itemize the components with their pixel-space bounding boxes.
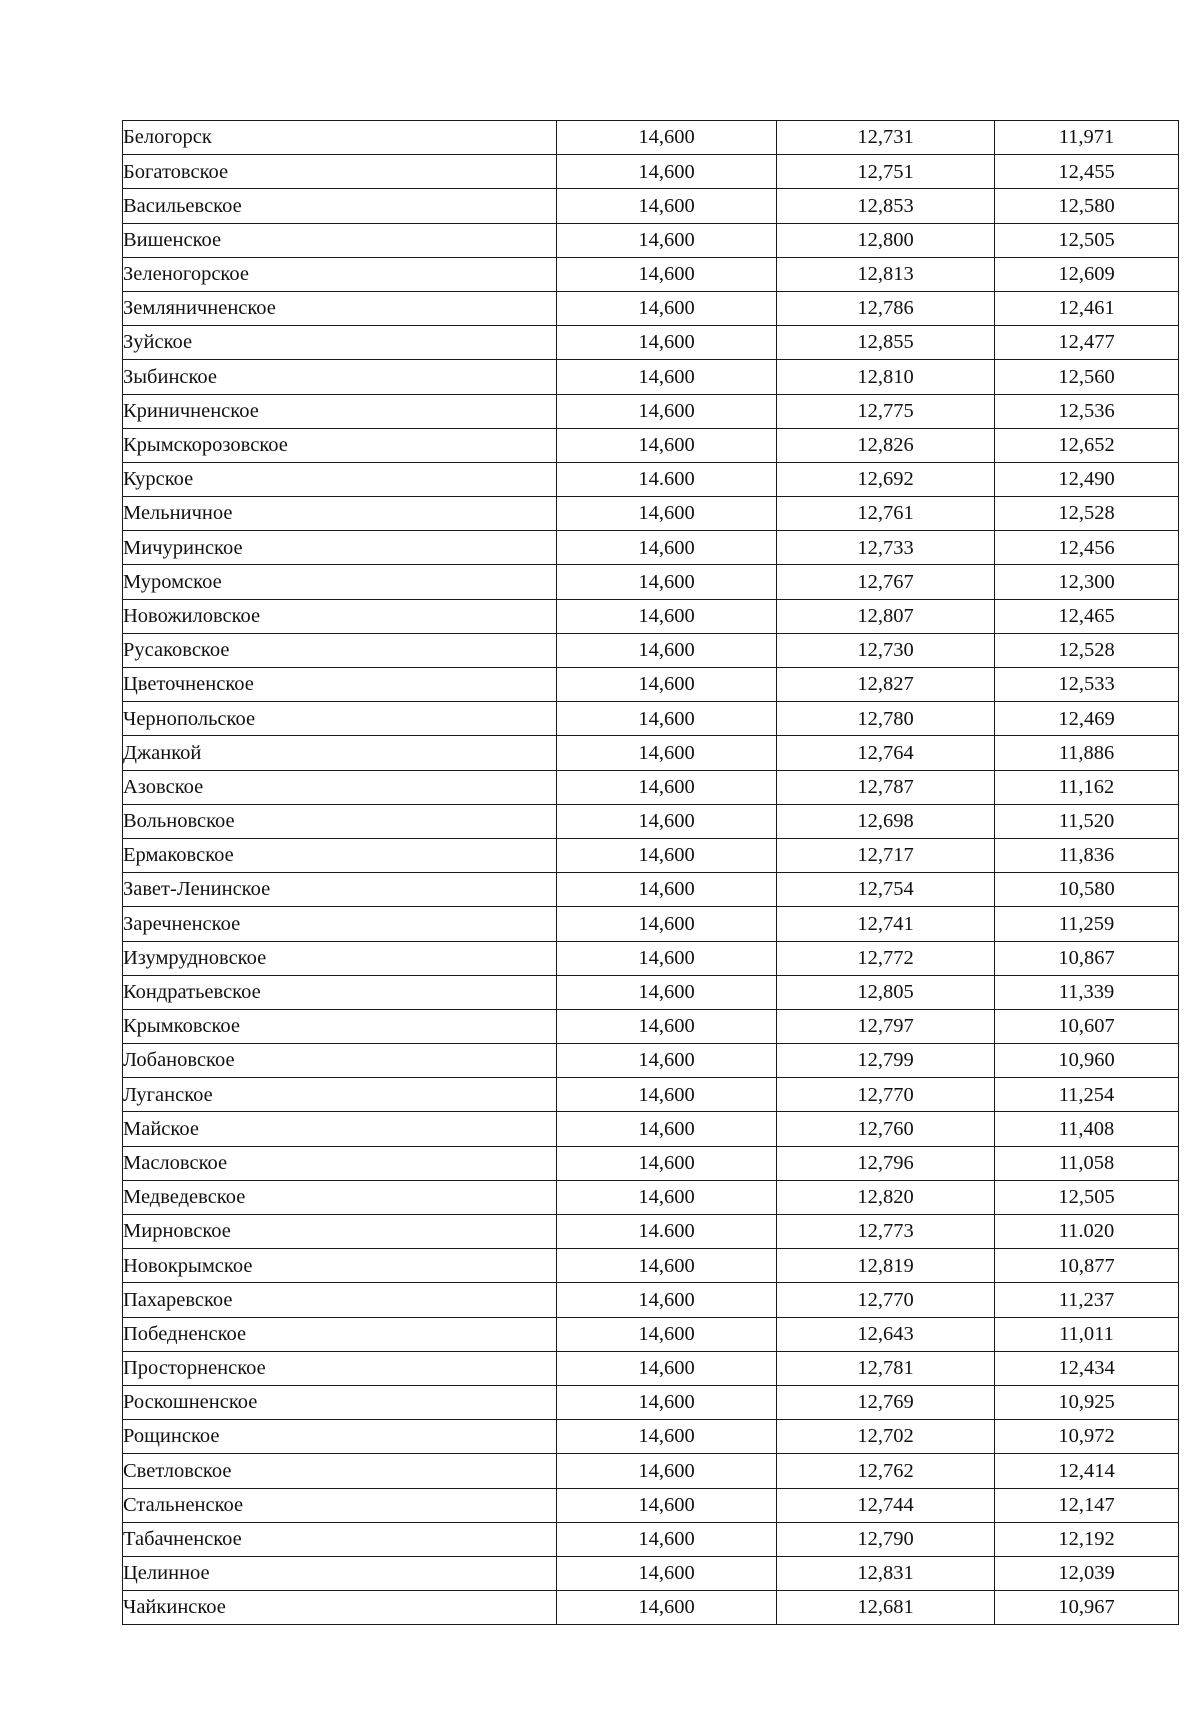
value-cell-3: 11,058 [995, 1146, 1179, 1180]
settlement-name-cell: Мичуринское [123, 531, 557, 565]
table-row [123, 360, 1179, 394]
table-row [123, 975, 1179, 1009]
table-row [123, 1385, 1179, 1419]
table-row [123, 941, 1179, 975]
value-cell-2: 12,827 [777, 668, 995, 702]
settlement-name-cell: Новожиловское [123, 599, 557, 633]
value-cell-1: 14,600 [557, 702, 777, 736]
table-row [123, 565, 1179, 599]
value-cell-3: 12,465 [995, 599, 1179, 633]
value-cell-1: 14,600 [557, 531, 777, 565]
value-cell-2: 12,731 [777, 121, 995, 155]
value-cell-2: 12,698 [777, 804, 995, 838]
value-cell-3: 11,408 [995, 1112, 1179, 1146]
value-cell-1: 14,600 [557, 1420, 777, 1454]
value-cell-1: 14,600 [557, 633, 777, 667]
value-cell-2: 12,810 [777, 360, 995, 394]
settlement-name-cell: Стальненское [123, 1488, 557, 1522]
value-cell-1: 14,600 [557, 1180, 777, 1214]
table-row [123, 1044, 1179, 1078]
settlement-name-cell: Цветочненское [123, 668, 557, 702]
settlement-name-cell: Рощинское [123, 1420, 557, 1454]
value-cell-1: 14,600 [557, 1591, 777, 1625]
table-row [123, 838, 1179, 872]
settlement-name-cell: Вишенское [123, 223, 557, 257]
value-cell-2: 12,764 [777, 736, 995, 770]
value-cell-3: 11,971 [995, 121, 1179, 155]
value-cell-3: 11,254 [995, 1078, 1179, 1112]
value-cell-2: 12,773 [777, 1215, 995, 1249]
settlement-name-cell: Муромское [123, 565, 557, 599]
value-cell-2: 12,730 [777, 633, 995, 667]
settlement-name-cell: Пахаревское [123, 1283, 557, 1317]
value-cell-1: 14,600 [557, 770, 777, 804]
value-cell-1: 14,600 [557, 291, 777, 325]
value-cell-2: 12,819 [777, 1249, 995, 1283]
settlement-name-cell: Крымскорозовское [123, 428, 557, 462]
value-cell-2: 12,692 [777, 462, 995, 496]
value-cell-1: 14,600 [557, 1385, 777, 1419]
value-cell-1: 14,600 [557, 155, 777, 189]
table-row [123, 599, 1179, 633]
settlement-name-cell: Зеленогорское [123, 257, 557, 291]
value-cell-2: 12,744 [777, 1488, 995, 1522]
table-row [123, 804, 1179, 838]
settlement-name-cell: Чернопольское [123, 702, 557, 736]
value-cell-3: 12,505 [995, 223, 1179, 257]
value-cell-1: 14,600 [557, 804, 777, 838]
value-cell-1: 14,600 [557, 668, 777, 702]
value-cell-3: 12,039 [995, 1556, 1179, 1590]
value-cell-3: 11,520 [995, 804, 1179, 838]
table-row [123, 1283, 1179, 1317]
value-cell-3: 12,490 [995, 462, 1179, 496]
settlement-name-cell: Луганское [123, 1078, 557, 1112]
value-cell-2: 12,781 [777, 1351, 995, 1385]
value-cell-1: 14,600 [557, 838, 777, 872]
value-cell-1: 14,600 [557, 223, 777, 257]
value-cell-3: 10,867 [995, 941, 1179, 975]
settlement-name-cell: Чайкинское [123, 1591, 557, 1625]
value-cell-3: 11,162 [995, 770, 1179, 804]
value-cell-2: 12,643 [777, 1317, 995, 1351]
table-row [123, 907, 1179, 941]
table-row [123, 155, 1179, 189]
table-row [123, 257, 1179, 291]
value-cell-1: 14,600 [557, 497, 777, 531]
value-cell-3: 12,477 [995, 326, 1179, 360]
table-row [123, 1591, 1179, 1625]
value-cell-2: 12,770 [777, 1283, 995, 1317]
value-cell-1: 14,600 [557, 565, 777, 599]
value-cell-3: 12,560 [995, 360, 1179, 394]
table-row [123, 121, 1179, 155]
value-cell-3: 10,607 [995, 1009, 1179, 1043]
value-cell-3: 10,925 [995, 1385, 1179, 1419]
value-cell-3: 11,011 [995, 1317, 1179, 1351]
table-row [123, 291, 1179, 325]
value-cell-3: 12,580 [995, 189, 1179, 223]
settlement-name-cell: Победненское [123, 1317, 557, 1351]
value-cell-1: 14,600 [557, 1009, 777, 1043]
value-cell-2: 12,787 [777, 770, 995, 804]
value-cell-3: 12,652 [995, 428, 1179, 462]
tariff-table [122, 120, 1179, 1625]
table-row [123, 1351, 1179, 1385]
value-cell-3: 12,414 [995, 1454, 1179, 1488]
value-cell-1: 14,600 [557, 873, 777, 907]
settlement-name-cell: Вольновское [123, 804, 557, 838]
value-cell-3: 12,536 [995, 394, 1179, 428]
table-row [123, 1522, 1179, 1556]
value-cell-2: 12,681 [777, 1591, 995, 1625]
settlement-name-cell: Светловское [123, 1454, 557, 1488]
value-cell-1: 14,600 [557, 1351, 777, 1385]
value-cell-1: 14,600 [557, 1044, 777, 1078]
value-cell-3: 12,528 [995, 633, 1179, 667]
value-cell-2: 12,751 [777, 155, 995, 189]
value-cell-3: 11.020 [995, 1215, 1179, 1249]
table-row [123, 531, 1179, 565]
value-cell-3: 11,886 [995, 736, 1179, 770]
settlement-name-cell: Завет-Ленинское [123, 873, 557, 907]
value-cell-3: 12,609 [995, 257, 1179, 291]
value-cell-2: 12,733 [777, 531, 995, 565]
value-cell-1: 14,600 [557, 1488, 777, 1522]
settlement-name-cell: Целинное [123, 1556, 557, 1590]
value-cell-2: 12,717 [777, 838, 995, 872]
settlement-name-cell: Васильевское [123, 189, 557, 223]
value-cell-1: 14,600 [557, 907, 777, 941]
value-cell-1: 14,600 [557, 1283, 777, 1317]
table-body [123, 121, 1179, 1625]
value-cell-1: 14,600 [557, 736, 777, 770]
value-cell-1: 14,600 [557, 428, 777, 462]
value-cell-1: 14,600 [557, 1454, 777, 1488]
value-cell-2: 12,797 [777, 1009, 995, 1043]
table-row [123, 1180, 1179, 1214]
settlement-name-cell: Новокрымское [123, 1249, 557, 1283]
value-cell-1: 14,600 [557, 975, 777, 1009]
value-cell-2: 12,853 [777, 189, 995, 223]
value-cell-2: 12,820 [777, 1180, 995, 1214]
table-row [123, 1078, 1179, 1112]
value-cell-2: 12,790 [777, 1522, 995, 1556]
table-row [123, 223, 1179, 257]
value-cell-3: 12,455 [995, 155, 1179, 189]
value-cell-3: 12,300 [995, 565, 1179, 599]
settlement-name-cell: Кондратьевское [123, 975, 557, 1009]
value-cell-2: 12,805 [777, 975, 995, 1009]
value-cell-2: 12,807 [777, 599, 995, 633]
value-cell-3: 12,192 [995, 1522, 1179, 1556]
value-cell-1: 14,600 [557, 121, 777, 155]
value-cell-3: 12,505 [995, 1180, 1179, 1214]
value-cell-3: 10,967 [995, 1591, 1179, 1625]
value-cell-2: 12,741 [777, 907, 995, 941]
table-row [123, 1009, 1179, 1043]
settlement-name-cell: Мельничное [123, 497, 557, 531]
settlement-name-cell: Азовское [123, 770, 557, 804]
settlement-name-cell: Ермаковское [123, 838, 557, 872]
value-cell-3: 12,456 [995, 531, 1179, 565]
value-cell-3: 11,237 [995, 1283, 1179, 1317]
settlement-name-cell: Русаковское [123, 633, 557, 667]
value-cell-3: 10,972 [995, 1420, 1179, 1454]
table-row [123, 189, 1179, 223]
settlement-name-cell: Курское [123, 462, 557, 496]
value-cell-1: 14,600 [557, 599, 777, 633]
value-cell-3: 11,259 [995, 907, 1179, 941]
value-cell-1: 14,600 [557, 1078, 777, 1112]
value-cell-2: 12,813 [777, 257, 995, 291]
value-cell-1: 14,600 [557, 394, 777, 428]
table-row [123, 1420, 1179, 1454]
table-row [123, 1215, 1179, 1249]
settlement-name-cell: Майское [123, 1112, 557, 1146]
value-cell-2: 12,762 [777, 1454, 995, 1488]
settlement-name-cell: Роскошненское [123, 1385, 557, 1419]
value-cell-2: 12,826 [777, 428, 995, 462]
value-cell-2: 12,796 [777, 1146, 995, 1180]
value-cell-2: 12,754 [777, 873, 995, 907]
value-cell-2: 12,772 [777, 941, 995, 975]
value-cell-2: 12,780 [777, 702, 995, 736]
value-cell-1: 14,600 [557, 257, 777, 291]
table-row [123, 770, 1179, 804]
table-row [123, 668, 1179, 702]
value-cell-2: 12,767 [777, 565, 995, 599]
value-cell-3: 12,434 [995, 1351, 1179, 1385]
table-row [123, 873, 1179, 907]
table-row [123, 497, 1179, 531]
value-cell-1: 14,600 [557, 1249, 777, 1283]
value-cell-2: 12,800 [777, 223, 995, 257]
value-cell-1: 14,600 [557, 360, 777, 394]
settlement-name-cell: Зуйское [123, 326, 557, 360]
settlement-name-cell: Лобановское [123, 1044, 557, 1078]
settlement-name-cell: Зыбинское [123, 360, 557, 394]
value-cell-2: 12,770 [777, 1078, 995, 1112]
value-cell-2: 12,831 [777, 1556, 995, 1590]
value-cell-3: 11,339 [995, 975, 1179, 1009]
value-cell-2: 12,761 [777, 497, 995, 531]
value-cell-1: 14,600 [557, 189, 777, 223]
value-cell-1: 14,600 [557, 326, 777, 360]
settlement-name-cell: Заречненское [123, 907, 557, 941]
settlement-name-cell: Изумрудновское [123, 941, 557, 975]
table-row [123, 1146, 1179, 1180]
value-cell-1: 14,600 [557, 1556, 777, 1590]
table-row [123, 428, 1179, 462]
settlement-name-cell: Мирновское [123, 1215, 557, 1249]
value-cell-2: 12,855 [777, 326, 995, 360]
value-cell-3: 12,533 [995, 668, 1179, 702]
table-row [123, 1454, 1179, 1488]
value-cell-3: 11,836 [995, 838, 1179, 872]
table-row [123, 633, 1179, 667]
value-cell-1: 14,600 [557, 941, 777, 975]
settlement-name-cell: Криничненское [123, 394, 557, 428]
table-row [123, 462, 1179, 496]
value-cell-1: 14,600 [557, 1522, 777, 1556]
settlement-name-cell: Джанкой [123, 736, 557, 770]
settlement-name-cell: Табачненское [123, 1522, 557, 1556]
value-cell-3: 10,960 [995, 1044, 1179, 1078]
value-cell-3: 12,147 [995, 1488, 1179, 1522]
table-row [123, 1317, 1179, 1351]
value-cell-1: 14,600 [557, 1146, 777, 1180]
table-row [123, 1112, 1179, 1146]
value-cell-1: 14.600 [557, 462, 777, 496]
settlement-name-cell: Богатовское [123, 155, 557, 189]
value-cell-1: 14,600 [557, 1317, 777, 1351]
value-cell-2: 12,775 [777, 394, 995, 428]
value-cell-1: 14.600 [557, 1215, 777, 1249]
value-cell-3: 12,469 [995, 702, 1179, 736]
table-row [123, 326, 1179, 360]
settlement-name-cell: Крымковское [123, 1009, 557, 1043]
settlement-name-cell: Медведевское [123, 1180, 557, 1214]
value-cell-3: 10,580 [995, 873, 1179, 907]
value-cell-2: 12,702 [777, 1420, 995, 1454]
value-cell-2: 12,799 [777, 1044, 995, 1078]
value-cell-1: 14,600 [557, 1112, 777, 1146]
value-cell-3: 12,461 [995, 291, 1179, 325]
value-cell-2: 12,760 [777, 1112, 995, 1146]
settlement-name-cell: Земляничненское [123, 291, 557, 325]
table-row [123, 702, 1179, 736]
table-row [123, 1249, 1179, 1283]
value-cell-2: 12,769 [777, 1385, 995, 1419]
value-cell-2: 12,786 [777, 291, 995, 325]
settlement-name-cell: Белогорск [123, 121, 557, 155]
value-cell-3: 10,877 [995, 1249, 1179, 1283]
table-row [123, 736, 1179, 770]
table-row [123, 1488, 1179, 1522]
settlement-name-cell: Просторненское [123, 1351, 557, 1385]
settlement-name-cell: Масловское [123, 1146, 557, 1180]
value-cell-3: 12,528 [995, 497, 1179, 531]
table-row [123, 394, 1179, 428]
table-row [123, 1556, 1179, 1590]
